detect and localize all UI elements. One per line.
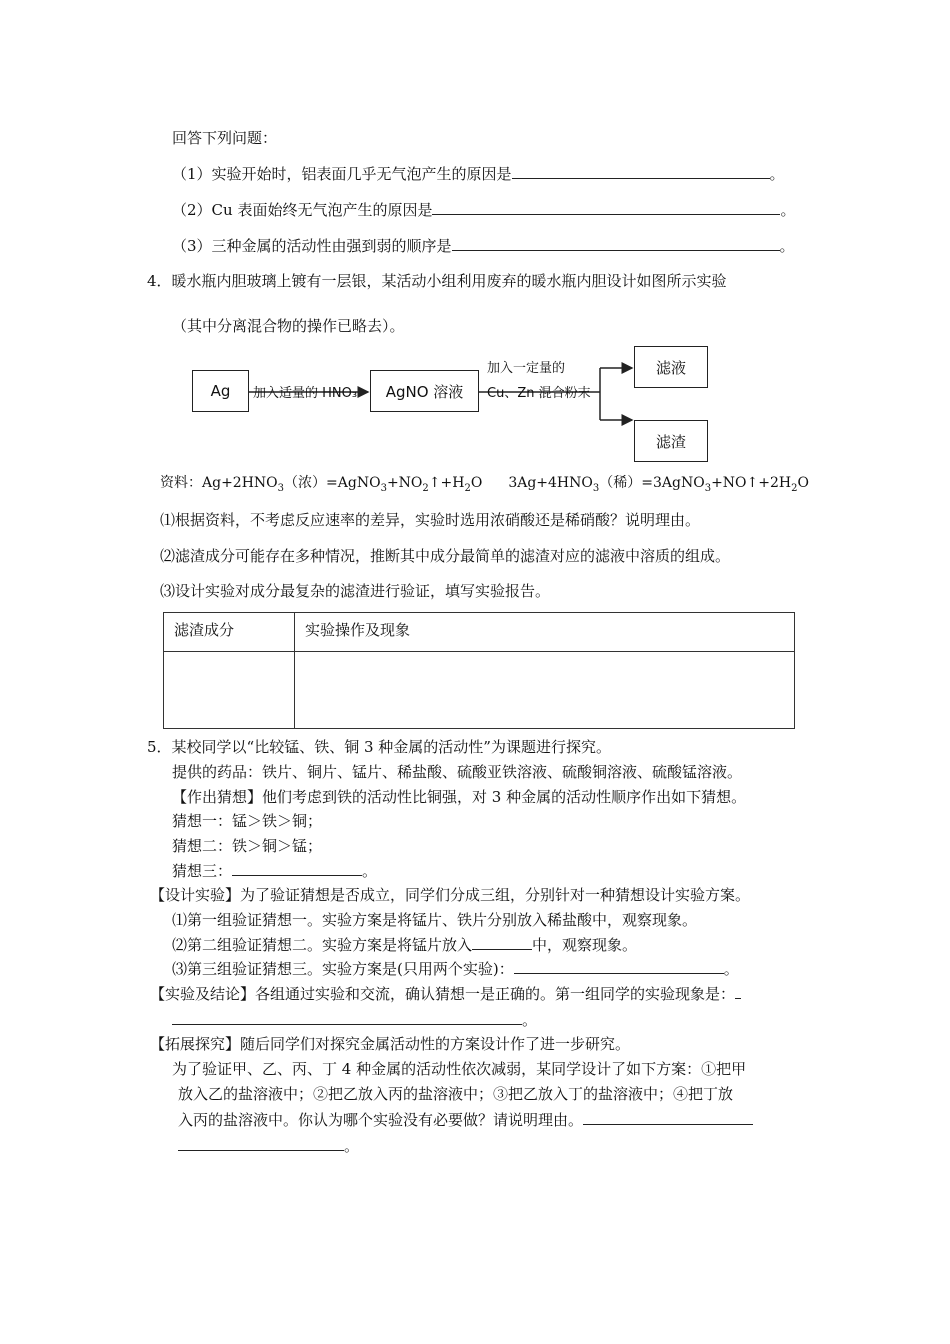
reaction-1-sub: 2 [464,482,471,494]
q5-design-3-end: 。 [723,960,739,978]
q5-guess-2: 猜想二：铁＞铜＞锰； [172,837,323,855]
experiment-report-table [163,612,795,729]
q5-line-3: 【作出猜想】他们考虑到铁的活动性比铜强，对 3 种金属的活动性顺序作出如下猜想。 [172,788,747,806]
table-cell-operation-answer[interactable] [295,652,795,729]
design-3-blank[interactable] [514,959,724,974]
table-header-residue: 滤渣成分 [164,613,295,652]
reaction-1 [202,475,483,494]
q5-extend-line-4 [178,1136,359,1156]
reaction-1-sub: 3 [380,482,387,494]
q5-extend: 【拓展探究】随后同学们对探究金属活动性的方案设计作了进一步研究。 [150,1035,631,1053]
q5-line-1: 5．某校同学以“比较锰、铁、铜 3 种金属的活动性”为课题进行探究。 [147,738,611,756]
reaction-2-sub: 3 [592,482,600,494]
reaction-1-part: O [470,475,483,491]
table-row [164,652,795,729]
reaction-2-sub: 2 [791,482,798,494]
reaction-1-sub: 3 [277,482,285,494]
q4-sub-1: ⑴根据资料，不考虑反应速率的差异，实验时选用浓硝酸还是稀硝酸？说明理由。 [160,511,701,529]
q5-guess-3 [172,861,377,881]
q5-guess-3-end: 。 [362,862,378,880]
q5-design-2-end: 中，观察现象。 [532,936,638,954]
q5-design: 【设计实验】为了验证猜想是否成立，同学们分成三组，分别针对一种猜想设计实验方案。 [150,886,751,904]
reaction-1-part: ↑+H [428,475,465,491]
arrow-1-label: 加入适量的 HNO₃ [253,386,358,401]
q5-extend-line-2: 放入乙的盐溶液中；②把乙放入丙的盐溶液中；③把乙放入丁的盐溶液中；④把丁放 [178,1085,734,1103]
arrow-2-label-line-2: Cu、Zn 混合粉末 [487,386,591,401]
q3-intro: 回答下列问题： [172,129,278,147]
reaction-1-part: Ag+2HNO [202,475,278,491]
reference-label: 资料： [160,475,202,491]
q3-item-3-text: （3）三种金属的活动性由强到弱的顺序是 [172,237,452,255]
q5-conclusion-text: 【实验及结论】各组通过实验和交流，确认猜想一是正确的。第一组同学的实验现象是： [150,985,736,1003]
q5-guess-1: 猜想一：锰＞铁＞铜； [172,812,323,830]
reaction-1-part: （浓）=AgNO [284,475,381,491]
q5-conclusion-end: 。 [522,1011,538,1029]
q5-line-2: 提供的药品：铁片、铜片、锰片、稀盐酸、硫酸亚铁溶液、硫酸铜溶液、硫酸锰溶液。 [172,763,743,781]
q5-design-2-text: ⑵第二组验证猜想二。实验方案是将锰片放入 [172,936,473,954]
q4-sub-2: ⑵滤渣成分可能存在多种情况，推断其中成分最简单的滤渣对应的滤液中溶质的组成。 [160,547,731,565]
box-filtrate: 滤液 [634,346,708,388]
box-agno-solution: AgNO 溶液 [370,370,479,412]
guess-3-blank[interactable] [232,861,362,876]
table-cell-residue-answer[interactable] [164,652,295,729]
q5-extend-end: 。 [344,1137,360,1155]
q5-extend-line-3-text: 入丙的盐溶液中。你认为哪个实验没有必要做？请说明理由。 [178,1111,584,1129]
q5-conclusion [150,984,741,1004]
q3-item-1-text: （1）实验开始时，铝表面几乎无气泡产生的原因是 [172,165,512,183]
reaction-1-part: +NO [386,475,423,491]
q3-item-3-end: 。 [779,237,795,255]
q4-line-1: 4．暖水瓶内胆玻璃上镀有一层银，某活动小组利用废弃的暖水瓶内胆设计如图所示实验 [147,272,727,290]
q5-design-1: ⑴第一组验证猜想一。实验方案是将锰片、铁片分别放入稀盐酸中，观察现象。 [172,911,698,929]
q3-item-2-end: 。 [780,201,796,219]
q5-extend-line-3 [178,1110,753,1130]
reaction-2-sub: 3 [704,482,712,494]
table-header-row [164,613,795,652]
q4-line-2: （其中分离混合物的操作已略去）。 [172,317,405,335]
reaction-2 [508,475,809,494]
q5-design-3-text: ⑶第三组验证猜想三。实验方案是(只用两个实验)： [172,960,514,978]
reaction-2-part: 3Ag+4HNO [508,475,593,491]
reaction-1-sub: 2 [422,482,429,494]
table-header-operation: 实验操作及现象 [295,613,795,652]
q5-design-2 [172,935,637,955]
q4-sub-3: ⑶设计实验对成分最复杂的滤渣进行验证，填写实验报告。 [160,582,551,600]
q3-item-1-end: 。 [769,165,785,183]
reference-reactions [160,473,809,499]
q5-extend-line-1: 为了验证甲、乙、丙、丁 4 种金属的活动性依次减弱，某同学设计了如下方案：①把甲 [172,1060,747,1078]
reaction-2-part: O [797,475,809,491]
design-2-blank[interactable] [472,935,532,950]
q5-conclusion-line-2 [172,1010,537,1030]
reaction-2-part: （稀）=3AgNO [599,475,705,491]
extend-blank-2[interactable] [178,1136,344,1151]
box-residue: 滤渣 [634,420,708,462]
q5-guess-3-label: 猜想三： [172,862,233,880]
arrow-2-label-line-1: 加入一定量的 [487,361,566,376]
extend-blank-1[interactable] [583,1110,753,1125]
q5-design-3 [172,959,739,979]
q3-item-2-text: （2）Cu 表面始终无气泡产生的原因是 [172,201,433,219]
conclusion-blank-start[interactable] [735,984,741,999]
box-ag: Ag [192,370,249,412]
conclusion-blank[interactable] [172,1010,522,1025]
reaction-2-part: +NO↑+2H [711,475,792,491]
